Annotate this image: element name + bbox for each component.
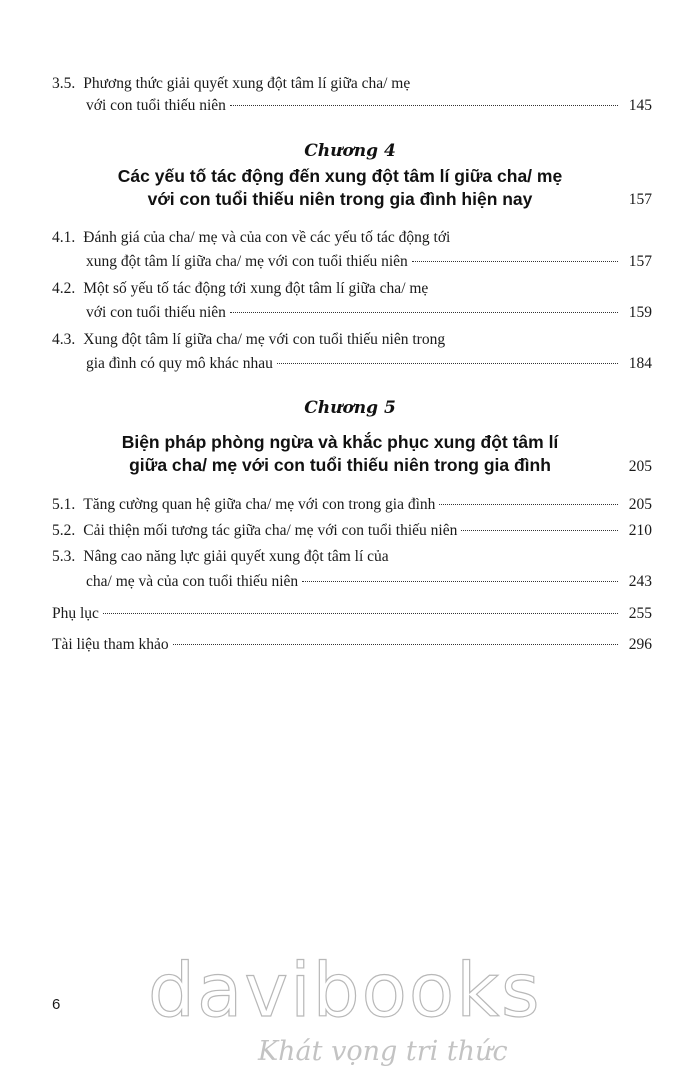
entry-title-cont: cha/ mẹ và của con tuổi thiếu niên bbox=[86, 573, 299, 590]
entry-title: Tài liệu tham khảo bbox=[52, 636, 169, 653]
entry-page: 157 bbox=[628, 253, 652, 270]
toc-entry-4-2 bbox=[52, 279, 652, 323]
toc-entry-5-2 bbox=[52, 521, 652, 541]
watermark-tagline: Khát vọng tri thức bbox=[258, 1036, 508, 1067]
dot-leader bbox=[277, 363, 618, 364]
entry-number: 4.2. bbox=[52, 280, 76, 297]
dot-leader bbox=[230, 312, 618, 313]
entry-title: Đánh giá của cha/ mẹ và của con về các yếu tố tác động tới bbox=[83, 229, 451, 246]
chapter-4-title bbox=[60, 165, 620, 211]
watermark-logo: davibooks bbox=[148, 948, 542, 1034]
chapter-4-page: 157 bbox=[628, 191, 652, 208]
entry-page: 159 bbox=[628, 304, 652, 321]
dot-leader bbox=[103, 613, 618, 614]
entry-title: Tăng cường quan hệ giữa cha/ mẹ với con trong gia đình bbox=[83, 496, 436, 513]
entry-page: 145 bbox=[628, 97, 652, 114]
chapter-title-line: giữa cha/ mẹ với con tuổi thiếu niên trong gia đình bbox=[129, 455, 551, 475]
entry-title: Phụ lục bbox=[52, 605, 99, 622]
chapter-5-page: 205 bbox=[628, 458, 652, 475]
toc-entry-4-1 bbox=[52, 228, 652, 272]
chapter-4-label: Chương 4 bbox=[304, 141, 396, 161]
toc-entry-references bbox=[52, 635, 652, 655]
entry-page: 210 bbox=[628, 522, 652, 539]
entry-title-cont: xung đột tâm lí giữa cha/ mẹ với con tuổi thiếu niên bbox=[86, 253, 408, 270]
dot-leader bbox=[439, 504, 618, 505]
dot-leader bbox=[173, 644, 618, 645]
toc-entry-3-5 bbox=[52, 74, 652, 116]
entry-number: 4.3. bbox=[52, 331, 76, 348]
chapter-5-label: Chương 5 bbox=[304, 398, 396, 418]
entry-number: 3.5. bbox=[52, 75, 76, 92]
toc-entry-5-1 bbox=[52, 495, 652, 515]
chapter-title-line: Biện pháp phòng ngừa và khắc phục xung đột tâm lí bbox=[121, 432, 559, 452]
dot-leader bbox=[461, 530, 618, 531]
entry-title: Cải thiện mối tương tác giữa cha/ mẹ với con tuổi thiếu niên bbox=[83, 522, 458, 539]
entry-page: 184 bbox=[628, 355, 652, 372]
dot-leader bbox=[412, 261, 618, 262]
entry-title: Phương thức giải quyết xung đột tâm lí giữa cha/ mẹ bbox=[83, 75, 411, 92]
entry-title: Nâng cao năng lực giải quyết xung đột tâm lí của bbox=[83, 548, 389, 565]
entry-number: 5.2. bbox=[52, 522, 76, 539]
dot-leader bbox=[302, 581, 618, 582]
entry-title-cont: với con tuổi thiếu niên bbox=[86, 97, 226, 114]
dot-leader bbox=[230, 105, 618, 106]
entry-title-cont: với con tuổi thiếu niên bbox=[86, 304, 226, 321]
entry-number: 5.1. bbox=[52, 496, 76, 513]
entry-number: 5.3. bbox=[52, 548, 76, 565]
entry-page: 243 bbox=[628, 573, 652, 590]
toc-entry-4-3 bbox=[52, 330, 652, 374]
toc-entry-appendix bbox=[52, 604, 652, 624]
entry-number: 4.1. bbox=[52, 229, 76, 246]
entry-title: Một số yếu tố tác động tới xung đột tâm lí giữa cha/ mẹ bbox=[83, 280, 429, 297]
entry-page: 205 bbox=[628, 496, 652, 513]
chapter-5-title bbox=[60, 431, 620, 477]
toc-entry-5-3 bbox=[52, 547, 652, 592]
chapter-title-line: Các yếu tố tác động đến xung đột tâm lí giữa cha/ mẹ bbox=[117, 166, 563, 186]
entry-page: 296 bbox=[628, 636, 652, 653]
entry-title: Xung đột tâm lí giữa cha/ mẹ với con tuổi thiếu niên trong bbox=[83, 331, 446, 348]
page-number: 6 bbox=[52, 996, 61, 1013]
entry-title-cont: gia đình có quy mô khác nhau bbox=[86, 355, 273, 372]
entry-page: 255 bbox=[628, 605, 652, 622]
chapter-title-line: với con tuổi thiếu niên trong gia đình hiện nay bbox=[147, 189, 533, 209]
